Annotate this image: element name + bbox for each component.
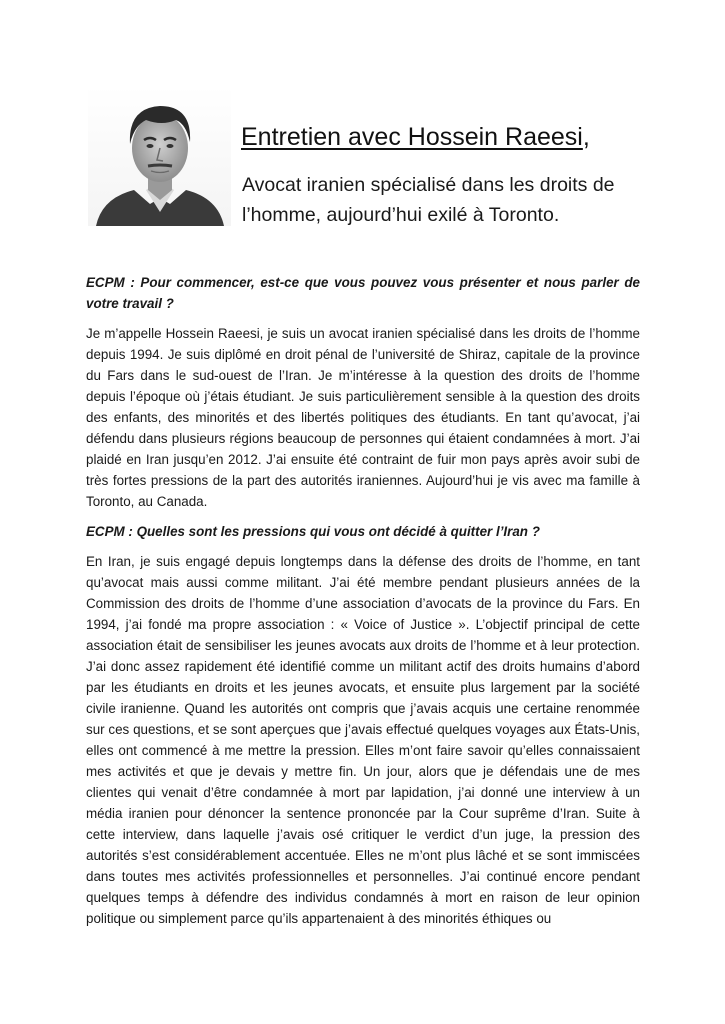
answer-2: En Iran, je suis engagé depuis longtemps dans la défense des droits de l’homme, en tant qu’avocat mais aussi comme militant. J’ai été membre pendant plusieurs années de la Commission des droits de l’homme d’une association d’avocats de la province du Fars. En 1994, j’ai fondé ma propre association : « Voice of Justice ». L’objectif principal de cette association était de sensibiliser les jeunes avocats aux droits de l’homme et à leur protection. J’ai donc assez rapidement été identifié comme un militant actif des droits humains d’abord par les étudiants en droits et les jeunes avocats, et ensuite plus largement par la société civile iranienne. Quand les autorités ont compris que j’avais acquis une certaine renommée sur ces questions, et se sont aperçues que j’avais effectué quelques voyages aux États-Unis, elles ont commencé à me mettre la pression. Elles m’ont faire savoir qu’elles connaissaient mes activités et que je devais y mettre fin. Un jour, alors que je défendais une de mes clientes qui venait d’être condamnée à mort par lapidation, j’ai donné une interview à un média iranien pour dénoncer la sentence prononcée par la Cour suprême d’Iran. Suite à cette interview, dans laquelle j’avais osé critiquer le verdict d’un juge, la pression des autorités s’est considérablement accentuée. Elles ne m’ont plus lâché et se sont immiscées dans toutes mes activités professionnelles et personnelles. J’ai continué encore pendant quelques temps à défendre des individus condamnés à mort en raison de leur opinion politique ou simplement parce qu’ils appartenaient à des minorités éthiques ou: [86, 554, 640, 926]
question-2: ECPM : Quelles sont les pressions qui vous ont décidé à quitter l’Iran ?: [86, 524, 540, 539]
question-1: ECPM : Pour commencer, est-ce que vous pouvez vous présenter et nous parler de votre travail ?: [86, 275, 640, 311]
page-title: [241, 120, 590, 154]
portrait-photo: [88, 86, 231, 226]
portrait-icon: [88, 86, 231, 226]
interview-body: [86, 272, 640, 938]
title-name: Entretien avec Hossein Raeesi: [241, 123, 583, 151]
title-suffix: ,: [582, 123, 590, 151]
page-subtitle: Avocat iranien spécialisé dans les droits de l’homme, aujourd’hui exilé à Toronto.: [242, 174, 615, 226]
answer-1: Je m’appelle Hossein Raeesi, je suis un avocat iranien spécialisé dans les droits de l’homme depuis 1994. Je suis diplômé en droit pénal de l’université de Shiraz, capitale de la province du Fars dans le sud-ouest de l’Iran. Je m’intéresse à la question des droits de l’homme depuis l’époque où j’étais étudiant. Je suis particulièrement sensible à la question des droits des enfants, des minorités et des libertés politiques des étudiants. En tant qu’avocat, j’ai défendu dans plusieurs régions beaucoup de personnes qui étaient condamnées à mort. J’ai plaidé en Iran jusqu’en 2012. J’ai ensuite été contraint de fuir mon pays après avoir subi de très fortes pressions de la part des autorités iraniennes. Aujourd’hui je vis avec ma famille à Toronto, au Canada.: [86, 326, 640, 509]
